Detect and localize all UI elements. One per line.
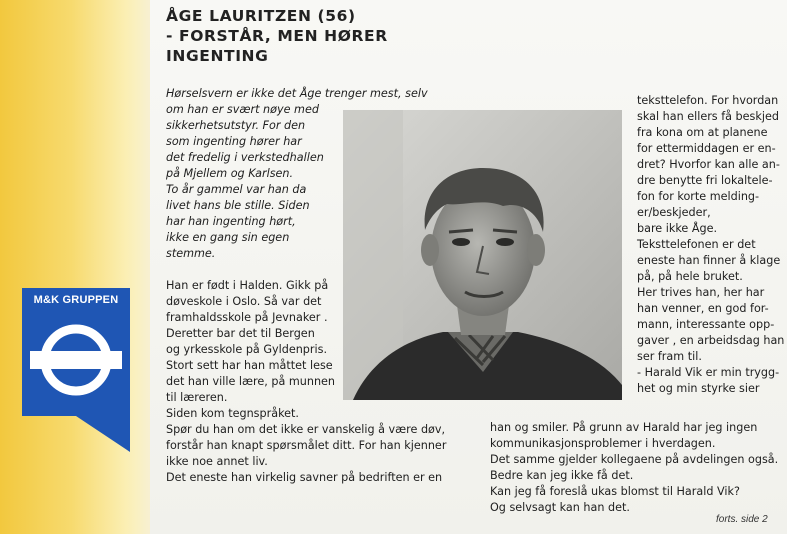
text-line: Stort sett har han måttet lese bbox=[166, 359, 333, 372]
portrait-illustration bbox=[343, 110, 622, 400]
yellow-margin-strip bbox=[0, 0, 158, 534]
text-line: Siden kom tegnspråket. bbox=[166, 407, 299, 420]
text-line: - Harald Vik er min trygg- bbox=[637, 366, 780, 379]
text-line: gaver , en arbeidsdag han bbox=[637, 334, 785, 347]
text-line: det fredelig i verkstedhallen bbox=[166, 151, 324, 164]
text-line: mann, interessante opp- bbox=[637, 318, 775, 331]
text-line: Han er født i Halden. Gikk på bbox=[166, 279, 329, 292]
text-line: stemme. bbox=[166, 247, 216, 260]
text-line: framhaldsskole på Jevnaker . bbox=[166, 311, 328, 324]
text-line: ikke en gang sin egen bbox=[166, 231, 290, 244]
text-line: Bedre kan jeg ikke få det. bbox=[490, 469, 634, 482]
text-line: ikke noe annet liv. bbox=[166, 455, 268, 468]
text-line: og yrkesskole på Gyldenpris. bbox=[166, 343, 327, 356]
body-paragraph-bottom bbox=[490, 420, 778, 516]
text-line: kommunikasjonsproblemer i hverdagen. bbox=[490, 437, 716, 450]
logo-badge-icon bbox=[22, 288, 130, 452]
headline-line-1: ÅGE LAURITZEN (56) bbox=[166, 7, 356, 25]
text-line: dret? Hvorfor kan alle an- bbox=[637, 158, 780, 171]
text-line: fon for korte melding- bbox=[637, 190, 760, 203]
text-line: het og min styrke sier bbox=[637, 382, 760, 395]
text-line: er/beskjeder, bbox=[637, 206, 711, 219]
text-line: har han ingenting hørt, bbox=[166, 215, 296, 228]
text-line: ser fram til. bbox=[637, 350, 702, 363]
text-line: Kan jeg få foreslå ukas blomst til Harald Vik? bbox=[490, 485, 740, 498]
text-line: han og smiler. På grunn av Harald har jeg ingen bbox=[490, 421, 758, 434]
text-line: Det samme gjelder kollegaene på avdelingen også. bbox=[490, 453, 779, 466]
text-line: bare ikke Åge. bbox=[637, 222, 718, 235]
text-line: døveskole i Oslo. Så var det bbox=[166, 295, 322, 308]
text-line: om han er svært nøye med bbox=[166, 103, 319, 116]
text-line: på, på hele bruket. bbox=[637, 270, 743, 283]
text-line: som ingenting hører har bbox=[166, 135, 302, 148]
text-line: Teksttelefonen er det bbox=[637, 238, 756, 251]
continued-note: forts. side 2 bbox=[716, 514, 768, 525]
text-line: teksttelefon. For hvordan bbox=[637, 94, 779, 107]
text-line: på Mjellem og Karlsen. bbox=[166, 167, 294, 180]
text-line: han venner, en god for- bbox=[637, 302, 769, 315]
text-line: for ettermiddagen er en- bbox=[637, 142, 776, 155]
text-line: Det eneste han virkelig savner på bedriften er en bbox=[166, 471, 443, 484]
text-line: Og selvsagt kan han det. bbox=[490, 501, 630, 514]
text-line: eneste han finner å klage bbox=[637, 254, 781, 267]
text-line: forstår han knapt spørsmålet ditt. For han kjenner bbox=[166, 439, 447, 452]
text-line: livet hans ble stille. Siden bbox=[166, 199, 310, 212]
text-line: Her trives han, her har bbox=[637, 286, 765, 299]
headline-line-2: - FORSTÅR, MEN HØRER bbox=[166, 27, 388, 45]
article-headline bbox=[166, 6, 388, 66]
text-line: Deretter bar det til Bergen bbox=[166, 327, 315, 340]
portrait-photo bbox=[343, 110, 622, 400]
text-line: skal han ellers få beskjed bbox=[637, 110, 779, 123]
text-line: Hørselsvern er ikke det Åge trenger mest, selv bbox=[166, 87, 428, 100]
text-line: det han ville lære, på munnen bbox=[166, 375, 336, 388]
headline-line-3: INGENTING bbox=[166, 47, 269, 65]
text-line: To år gammel var han da bbox=[166, 183, 307, 196]
logo-label: M&K GRUPPEN bbox=[33, 294, 119, 306]
mk-gruppen-logo bbox=[22, 288, 130, 452]
text-line: til læreren. bbox=[166, 391, 228, 404]
text-line: Spør du han om det ikke er vanskelig å være døv, bbox=[166, 423, 446, 436]
text-line: sikkerhetsutstyr. For den bbox=[166, 119, 306, 132]
body-paragraph-right bbox=[637, 93, 784, 397]
text-line: fra kona om at planene bbox=[637, 126, 768, 139]
text-line: dre benytte fri lokaltele- bbox=[637, 174, 773, 187]
